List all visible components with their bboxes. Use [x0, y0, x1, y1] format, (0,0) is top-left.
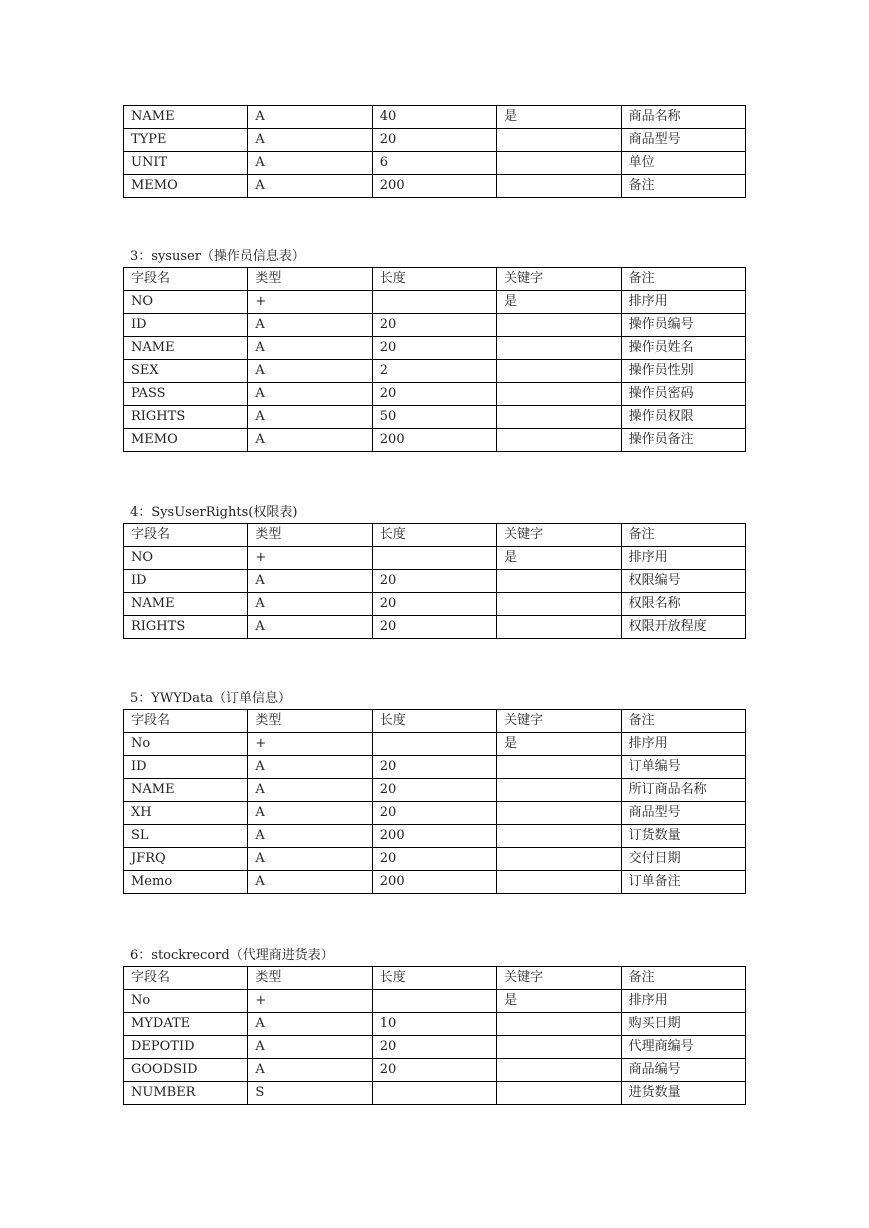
- field-table: [123, 267, 746, 452]
- field-name-cell: No: [124, 733, 248, 756]
- field-type-cell: A: [248, 1036, 372, 1059]
- field-key-cell: [497, 360, 621, 383]
- table-row: [124, 1013, 746, 1036]
- field-table: [123, 709, 746, 894]
- table-caption: 6：stockrecord（代理商进货表）: [130, 948, 334, 963]
- table-caption: 5：YWYData（订单信息）: [130, 691, 291, 706]
- field-key-cell: 是: [497, 547, 621, 570]
- field-key-cell: [497, 1082, 621, 1105]
- field-note-cell: 商品编号: [621, 1059, 745, 1082]
- field-key-cell: [497, 152, 621, 175]
- field-note-cell: 操作员编号: [621, 314, 745, 337]
- field-length-cell: [372, 733, 496, 756]
- header-field-name: 字段名: [124, 268, 248, 291]
- header-length: 长度: [372, 967, 496, 990]
- header-key: 关键字: [497, 710, 621, 733]
- field-type-cell: +: [248, 990, 372, 1013]
- table-row: [124, 360, 746, 383]
- table-row: [124, 802, 746, 825]
- field-key-cell: [497, 129, 621, 152]
- field-key-cell: [497, 1013, 621, 1036]
- table-row: [124, 406, 746, 429]
- field-type-cell: A: [248, 175, 372, 198]
- field-name-cell: MYDATE: [124, 1013, 248, 1036]
- table-row: [124, 1036, 746, 1059]
- header-length: 长度: [372, 524, 496, 547]
- table-row: [124, 825, 746, 848]
- field-type-cell: A: [248, 429, 372, 452]
- field-name-cell: NAME: [124, 337, 248, 360]
- field-key-cell: [497, 314, 621, 337]
- field-length-cell: 20: [372, 779, 496, 802]
- table-row: [124, 733, 746, 756]
- header-length: 长度: [372, 268, 496, 291]
- field-key-cell: [497, 1059, 621, 1082]
- table-row: [124, 1059, 746, 1082]
- field-type-cell: A: [248, 871, 372, 894]
- field-note-cell: 权限名称: [621, 593, 745, 616]
- header-type: 类型: [248, 967, 372, 990]
- field-length-cell: 20: [372, 570, 496, 593]
- field-note-cell: 交付日期: [621, 848, 745, 871]
- field-note-cell: 操作员性别: [621, 360, 745, 383]
- field-name-cell: NO: [124, 291, 248, 314]
- field-key-cell: [497, 383, 621, 406]
- table-section-goods-continued: [123, 105, 745, 198]
- field-name-cell: DEPOTID: [124, 1036, 248, 1059]
- field-key-cell: [497, 1036, 621, 1059]
- field-type-cell: A: [248, 570, 372, 593]
- field-length-cell: 200: [372, 825, 496, 848]
- field-length-cell: [372, 990, 496, 1013]
- field-key-cell: [497, 175, 621, 198]
- field-length-cell: 6: [372, 152, 496, 175]
- field-key-cell: 是: [497, 291, 621, 314]
- field-name-cell: JFRQ: [124, 848, 248, 871]
- table-header-row: [124, 710, 746, 733]
- field-name-cell: SL: [124, 825, 248, 848]
- field-note-cell: 订货数量: [621, 825, 745, 848]
- field-type-cell: A: [248, 360, 372, 383]
- field-note-cell: 代理商编号: [621, 1036, 745, 1059]
- field-length-cell: 200: [372, 175, 496, 198]
- field-length-cell: 20: [372, 129, 496, 152]
- field-length-cell: 20: [372, 337, 496, 360]
- header-note: 备注: [621, 524, 745, 547]
- field-key-cell: 是: [497, 733, 621, 756]
- field-type-cell: A: [248, 1013, 372, 1036]
- field-length-cell: 20: [372, 383, 496, 406]
- table-row: [124, 779, 746, 802]
- field-type-cell: A: [248, 779, 372, 802]
- table-row: [124, 871, 746, 894]
- field-key-cell: [497, 802, 621, 825]
- field-length-cell: 200: [372, 429, 496, 452]
- field-key-cell: [497, 429, 621, 452]
- field-type-cell: A: [248, 848, 372, 871]
- table-section-sysuserrights: [123, 503, 745, 639]
- field-note-cell: 操作员密码: [621, 383, 745, 406]
- field-note-cell: 进货数量: [621, 1082, 745, 1105]
- table-row: [124, 106, 746, 129]
- header-key: 关键字: [497, 268, 621, 291]
- field-name-cell: RIGHTS: [124, 406, 248, 429]
- field-name-cell: MEMO: [124, 429, 248, 452]
- field-type-cell: +: [248, 547, 372, 570]
- field-length-cell: 20: [372, 802, 496, 825]
- field-key-cell: [497, 406, 621, 429]
- field-name-cell: GOODSID: [124, 1059, 248, 1082]
- field-name-cell: XH: [124, 802, 248, 825]
- field-length-cell: 2: [372, 360, 496, 383]
- field-note-cell: 操作员姓名: [621, 337, 745, 360]
- field-note-cell: 订单备注: [621, 871, 745, 894]
- table-caption: 3：sysuser（操作员信息表）: [130, 249, 305, 264]
- table-row: [124, 848, 746, 871]
- field-name-cell: SEX: [124, 360, 248, 383]
- field-length-cell: 20: [372, 1059, 496, 1082]
- field-note-cell: 订单编号: [621, 756, 745, 779]
- table-section-sysuser: [123, 247, 745, 452]
- table-header-row: [124, 268, 746, 291]
- header-type: 类型: [248, 524, 372, 547]
- table-row: [124, 1082, 746, 1105]
- field-type-cell: A: [248, 337, 372, 360]
- field-key-cell: [497, 616, 621, 639]
- field-type-cell: A: [248, 106, 372, 129]
- field-note-cell: 操作员权限: [621, 406, 745, 429]
- field-type-cell: A: [248, 406, 372, 429]
- field-length-cell: [372, 1082, 496, 1105]
- field-length-cell: 200: [372, 871, 496, 894]
- table-row: [124, 314, 746, 337]
- field-name-cell: NAME: [124, 593, 248, 616]
- header-field-name: 字段名: [124, 524, 248, 547]
- field-type-cell: A: [248, 756, 372, 779]
- field-type-cell: A: [248, 314, 372, 337]
- field-length-cell: 20: [372, 1036, 496, 1059]
- table-row: [124, 175, 746, 198]
- field-note-cell: 购买日期: [621, 1013, 745, 1036]
- field-name-cell: PASS: [124, 383, 248, 406]
- field-key-cell: [497, 756, 621, 779]
- table-row: [124, 593, 746, 616]
- table-header-row: [124, 524, 746, 547]
- field-key-cell: [497, 825, 621, 848]
- field-table: [123, 105, 746, 198]
- field-name-cell: TYPE: [124, 129, 248, 152]
- field-key-cell: [497, 871, 621, 894]
- field-name-cell: No: [124, 990, 248, 1013]
- table-section-stockrecord: [123, 946, 745, 1105]
- field-note-cell: 商品型号: [621, 129, 745, 152]
- field-name-cell: MEMO: [124, 175, 248, 198]
- header-type: 类型: [248, 710, 372, 733]
- field-key-cell: [497, 570, 621, 593]
- table-row: [124, 152, 746, 175]
- field-length-cell: 40: [372, 106, 496, 129]
- header-key: 关键字: [497, 524, 621, 547]
- field-table: [123, 523, 746, 639]
- field-note-cell: 权限开放程度: [621, 616, 745, 639]
- field-type-cell: A: [248, 152, 372, 175]
- field-type-cell: A: [248, 802, 372, 825]
- field-length-cell: 20: [372, 314, 496, 337]
- header-type: 类型: [248, 268, 372, 291]
- field-table: [123, 966, 746, 1105]
- table-row: [124, 616, 746, 639]
- table-row: [124, 383, 746, 406]
- table-row: [124, 337, 746, 360]
- field-name-cell: NAME: [124, 106, 248, 129]
- field-length-cell: 20: [372, 593, 496, 616]
- field-note-cell: 单位: [621, 152, 745, 175]
- header-note: 备注: [621, 710, 745, 733]
- field-note-cell: 排序用: [621, 291, 745, 314]
- field-key-cell: [497, 337, 621, 360]
- field-note-cell: 操作员备注: [621, 429, 745, 452]
- field-name-cell: ID: [124, 570, 248, 593]
- table-caption: 4：SysUserRights(权限表): [130, 505, 298, 520]
- field-type-cell: A: [248, 593, 372, 616]
- field-key-cell: 是: [497, 106, 621, 129]
- header-length: 长度: [372, 710, 496, 733]
- field-name-cell: UNIT: [124, 152, 248, 175]
- header-key: 关键字: [497, 967, 621, 990]
- field-name-cell: NAME: [124, 779, 248, 802]
- table-header-row: [124, 967, 746, 990]
- field-name-cell: NO: [124, 547, 248, 570]
- field-name-cell: ID: [124, 314, 248, 337]
- table-row: [124, 547, 746, 570]
- table-row: [124, 429, 746, 452]
- field-length-cell: [372, 291, 496, 314]
- field-name-cell: NUMBER: [124, 1082, 248, 1105]
- table-row: [124, 291, 746, 314]
- table-row: [124, 129, 746, 152]
- field-length-cell: 20: [372, 848, 496, 871]
- field-type-cell: S: [248, 1082, 372, 1105]
- field-name-cell: ID: [124, 756, 248, 779]
- field-length-cell: 10: [372, 1013, 496, 1036]
- field-type-cell: +: [248, 733, 372, 756]
- field-key-cell: 是: [497, 990, 621, 1013]
- field-type-cell: A: [248, 825, 372, 848]
- table-row: [124, 756, 746, 779]
- field-length-cell: 50: [372, 406, 496, 429]
- field-type-cell: A: [248, 616, 372, 639]
- header-field-name: 字段名: [124, 967, 248, 990]
- field-key-cell: [497, 593, 621, 616]
- field-note-cell: 排序用: [621, 733, 745, 756]
- field-type-cell: A: [248, 383, 372, 406]
- field-note-cell: 排序用: [621, 547, 745, 570]
- field-key-cell: [497, 779, 621, 802]
- field-name-cell: RIGHTS: [124, 616, 248, 639]
- table-row: [124, 990, 746, 1013]
- field-key-cell: [497, 848, 621, 871]
- field-type-cell: A: [248, 1059, 372, 1082]
- field-name-cell: Memo: [124, 871, 248, 894]
- header-note: 备注: [621, 967, 745, 990]
- field-note-cell: 商品型号: [621, 802, 745, 825]
- field-length-cell: [372, 547, 496, 570]
- field-note-cell: 权限编号: [621, 570, 745, 593]
- field-length-cell: 20: [372, 756, 496, 779]
- field-note-cell: 排序用: [621, 990, 745, 1013]
- field-note-cell: 备注: [621, 175, 745, 198]
- field-length-cell: 20: [372, 616, 496, 639]
- field-note-cell: 所订商品名称: [621, 779, 745, 802]
- table-row: [124, 570, 746, 593]
- header-field-name: 字段名: [124, 710, 248, 733]
- field-type-cell: +: [248, 291, 372, 314]
- field-type-cell: A: [248, 129, 372, 152]
- header-note: 备注: [621, 268, 745, 291]
- table-section-ywydata: [123, 689, 745, 894]
- field-note-cell: 商品名称: [621, 106, 745, 129]
